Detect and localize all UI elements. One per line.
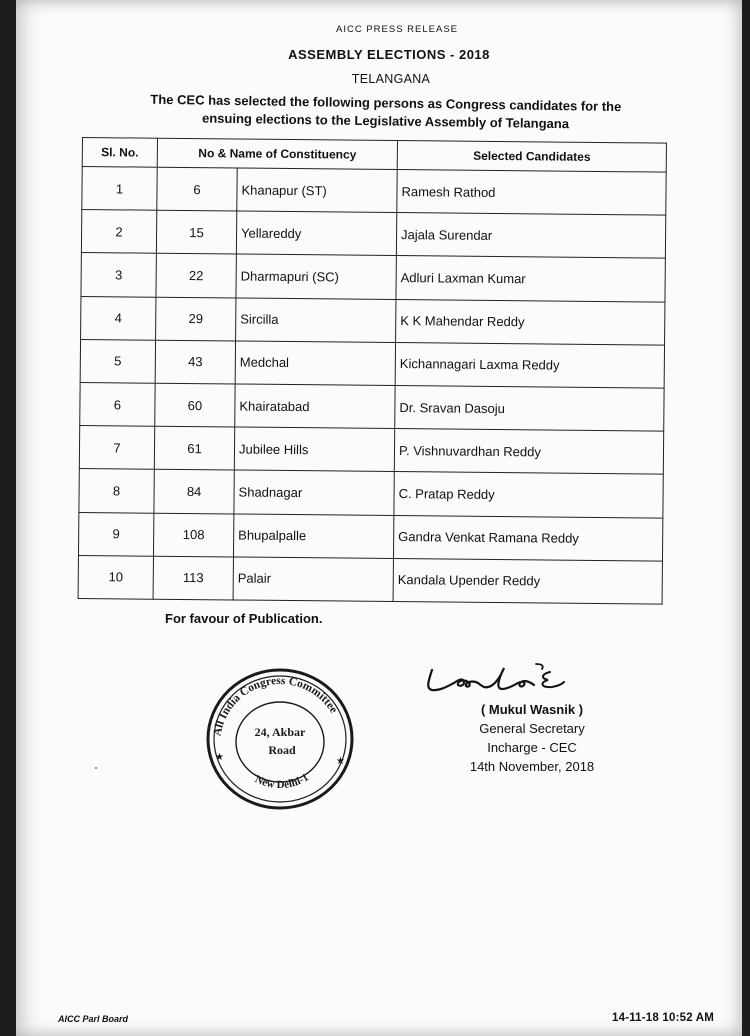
cell-constituency-no: 29 — [156, 297, 236, 341]
handwritten-signature — [418, 656, 658, 698]
table-row — [79, 426, 663, 475]
seal-ring-text: All India Congress Committee — [211, 674, 340, 738]
document-title: ASSEMBLY ELECTIONS - 2018 — [288, 47, 490, 62]
cell-sl-no: 6 — [80, 382, 155, 426]
cell-sl-no: 7 — [79, 426, 154, 470]
cell-candidate: Kandala Upender Reddy — [393, 558, 662, 604]
seal-star-icon: ★ — [336, 756, 345, 767]
cell-sl-no: 4 — [81, 296, 156, 340]
table-row — [82, 167, 666, 216]
cell-sl-no: 8 — [79, 469, 154, 513]
cell-constituency-no: 108 — [153, 513, 233, 557]
press-release-label: AICC PRESS RELEASE — [335, 24, 458, 35]
cell-candidate: C. Pratap Reddy — [394, 472, 663, 518]
state-name: TELANGANA — [351, 72, 431, 86]
table-row — [78, 555, 662, 604]
cell-candidate: Gandra Venkat Ramana Reddy — [393, 515, 662, 561]
cell-constituency-name: Sircilla — [236, 298, 396, 343]
cell-constituency-no: 61 — [154, 426, 234, 470]
intro-paragraph — [105, 90, 665, 135]
cell-constituency-no: 22 — [156, 254, 236, 298]
cell-sl-no: 2 — [81, 210, 156, 254]
table-row — [79, 469, 663, 518]
header-candidate: Selected Candidates — [397, 141, 666, 173]
cell-sl-no: 1 — [82, 167, 157, 211]
signatory-designation: General Secretary — [479, 721, 585, 736]
cell-constituency-name: Khanapur (ST) — [237, 168, 397, 213]
seal-star-icon: ★ — [215, 752, 224, 763]
cell-candidate: Jajala Surendar — [396, 213, 665, 259]
cell-constituency-name: Jubilee Hills — [234, 427, 394, 472]
seal-center-line-1: 24, Akbar — [254, 725, 306, 739]
cell-constituency-no: 84 — [154, 470, 234, 514]
signatory-name: ( Mukul Wasnik ) — [480, 702, 584, 717]
cell-sl-no: 9 — [78, 512, 153, 556]
footer-timestamp: 14-11-18 10:52 AM — [612, 1012, 715, 1024]
cell-candidate: Adluri Laxman Kumar — [396, 256, 665, 302]
cell-constituency-no: 60 — [155, 383, 235, 427]
table-row — [81, 210, 665, 259]
cell-constituency-no: 6 — [157, 167, 237, 211]
cell-candidate: Dr. Sravan Dasoju — [395, 385, 664, 431]
cell-candidate: K K Mahendar Reddy — [396, 299, 665, 345]
signatory-block — [452, 700, 612, 776]
cell-sl-no: 5 — [80, 339, 155, 383]
intro-line-1: The CEC has selected the following persons as Congress candidates for the — [150, 91, 622, 115]
release-date: 14th November, 2018 — [469, 759, 595, 774]
cell-candidate: Kichannagari Laxma Reddy — [395, 342, 664, 388]
intro-line-2: ensuing elections to the Legislative Assembly of Telangana — [201, 110, 570, 132]
publication-note: For favour of Publication. — [165, 611, 323, 626]
official-seal — [200, 664, 360, 814]
cell-sl-no: 3 — [81, 253, 156, 297]
cell-candidate: P. Vishnuvardhan Reddy — [394, 429, 663, 475]
table-row — [81, 253, 665, 302]
signatory-role: Incharge - CEC — [487, 740, 577, 755]
seal-city-text: New Delhi-1 — [252, 771, 311, 792]
table-row — [80, 382, 664, 431]
cell-constituency-name: Dharmapuri (SC) — [236, 254, 396, 299]
table-row — [80, 339, 664, 388]
cell-constituency-no: 15 — [156, 210, 236, 254]
table-row — [78, 512, 662, 561]
cell-constituency-name: Medchal — [235, 341, 395, 386]
seal-center-line-2: Road — [268, 743, 296, 757]
cell-constituency-name: Palair — [233, 557, 393, 602]
cell-candidate: Ramesh Rathod — [397, 170, 666, 216]
cell-constituency-no: 113 — [153, 556, 233, 600]
cell-constituency-name: Khairatabad — [235, 384, 395, 429]
cell-constituency-name: Yellareddy — [236, 211, 396, 256]
cell-constituency-no: 43 — [155, 340, 235, 384]
cell-sl-no: 10 — [78, 555, 153, 599]
scan-speck — [95, 767, 97, 769]
cell-constituency-name: Bhupalpalle — [233, 513, 393, 558]
header-constituency: No & Name of Constituency — [157, 138, 397, 169]
header-sl-no: Sl. No. — [82, 138, 157, 168]
table-row — [81, 296, 665, 345]
candidates-table — [78, 137, 667, 605]
cell-constituency-name: Shadnagar — [234, 470, 394, 515]
footer-source: AICC Parl Board — [58, 1014, 129, 1024]
